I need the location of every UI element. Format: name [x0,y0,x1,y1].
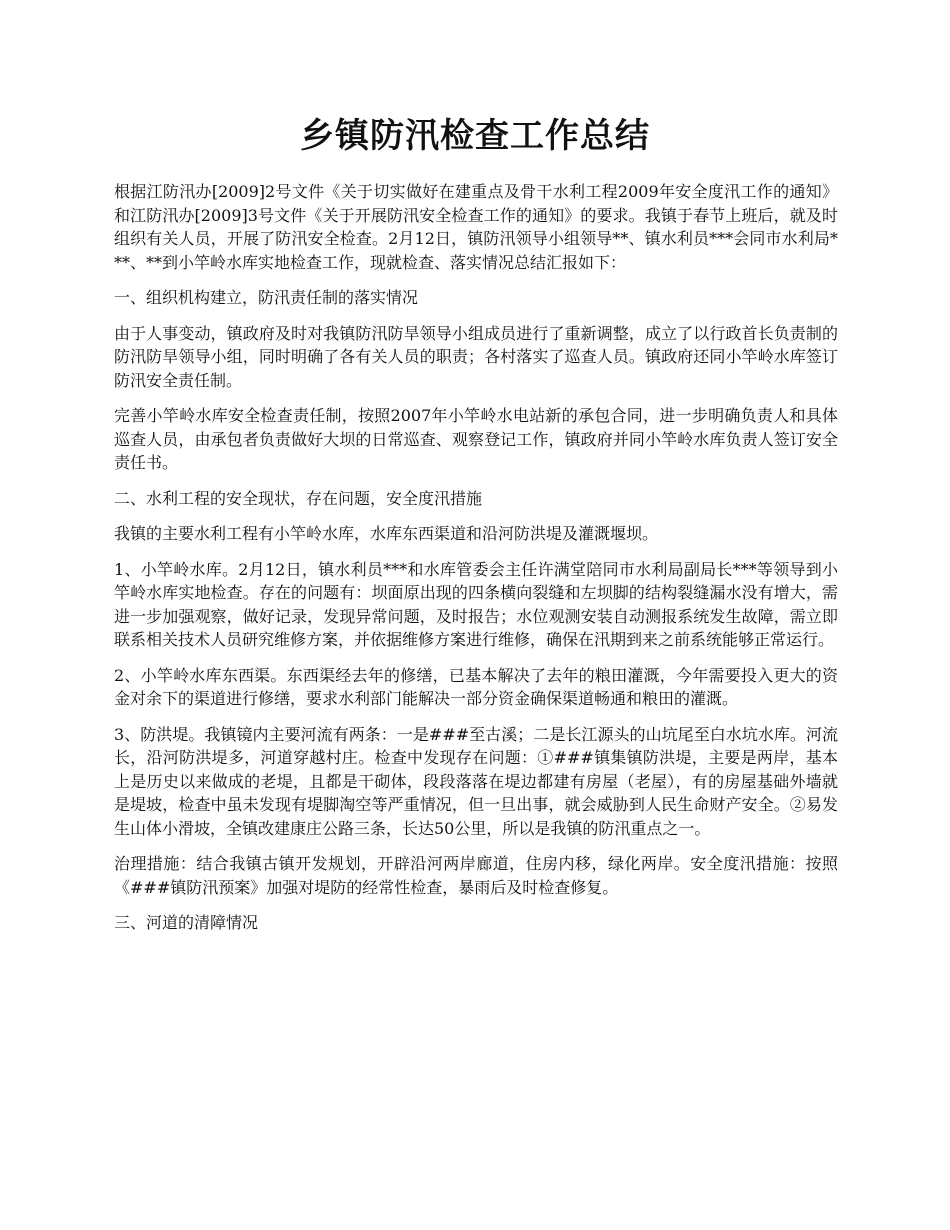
document-title: 乡镇防汛检查工作总结 [300,116,650,156]
section-heading-organization: 一、组织机构建立，防汛责任制的落实情况 [114,288,419,307]
paragraph-reservoir-inspection: 1、小竿岭水库。2月12日，镇水利员***和水库管委会主任许满堂陪同市水利局副局长***等领导到小竿岭水库实地检查。存在的问题有：坝面原出现的四条横向裂缝和左坝脚的结构裂缝漏水没有增大，需进一步加强观察，做好记录，发现异常问题，及时报告；水位观测安装自动测报系统发生故障，需立即联系相关技术人员研究维修方案，并依据维修方案进行维修，确保在汛期到来之前系统能够正常运行。 [114,559,838,649]
paragraph-remediation-measures: 治理措施：结合我镇古镇开发规划，开辟沿河两岸廊道，住房内移，绿化两岸。安全度汛措施：按照《###镇防汛预案》加强对堤防的经常性检查，暴雨后及时检查修复。 [114,854,838,897]
paragraph-leadership-adjustment: 由于人事变动，镇政府及时对我镇防汛防旱领导小组成员进行了重新调整，成立了以行政首长负责制的防汛防旱领导小组，同时明确了各有关人员的职责；各村落实了巡查人员。镇政府还同小竿岭水库签订防汛安全责任制。 [114,323,838,390]
paragraph-main-projects: 我镇的主要水利工程有小竿岭水库，水库东西渠道和沿河防洪堤及灌溉堰坝。 [114,524,659,543]
paragraph-reservoir-responsibility: 完善小竿岭水库安全检查责任制，按照2007年小竿岭水电站新的承包合同，进一步明确负责人和具体巡查人员，由承包者负责做好大坝的日常巡查、观察登记工作，镇政府并同小竿岭水库负责人签订安全责任书。 [114,406,838,472]
section-heading-water-projects: 二、水利工程的安全现状，存在问题，安全度汛措施 [114,488,483,508]
paragraph-flood-levee: 3、防洪堤。我镇镜内主要河流有两条：一是###至古溪；二是长江源头的山坑尾至白水坑水库。河流长，沿河防洪堤多，河道穿越村庄。检查中发现存在问题：①###镇集镇防洪堤，主要是两岸，基本上是历史以来做成的老堤，且都是干砌体，段段落落在堤边都建有房屋（老屋），有的房屋基础外墙就是堤坡，检查中虽未发现有堤脚淘空等严重情况，但一旦出事，就会威胁到人民生命财产安全。②易发生山体小滑坡，全镇改建康庄公路三条，长达50公里，所以是我镇的防汛重点之一。 [114,724,838,838]
document-body [114,180,838,947]
intro-paragraph: 根据江防汛办[2009]2号文件《关于切实做好在建重点及骨干水利工程2009年安全度汛工作的通知》和江防汛办[2009]3号文件《关于开展防汛安全检查工作的通知》的要求。我镇于春节上班后，就及时组织有关人员，开展了防汛安全检查。2月12日，镇防汛领导小组领导**、镇水利员***会同市水利局***、**到小竿岭水库实地检查工作，现就检查、落实情况总结汇报如下： [114,182,838,272]
paragraph-canals: 2、小竿岭水库东西渠。东西渠经去年的修缮，已基本解决了去年的粮田灌溉，今年需要投入更大的资金对余下的渠道进行修缮，要求水利部门能解决一部分资金确保渠道畅通和粮田的灌溉。 [114,665,838,708]
section-heading-river-clearance: 三、河道的清障情况 [114,913,259,932]
